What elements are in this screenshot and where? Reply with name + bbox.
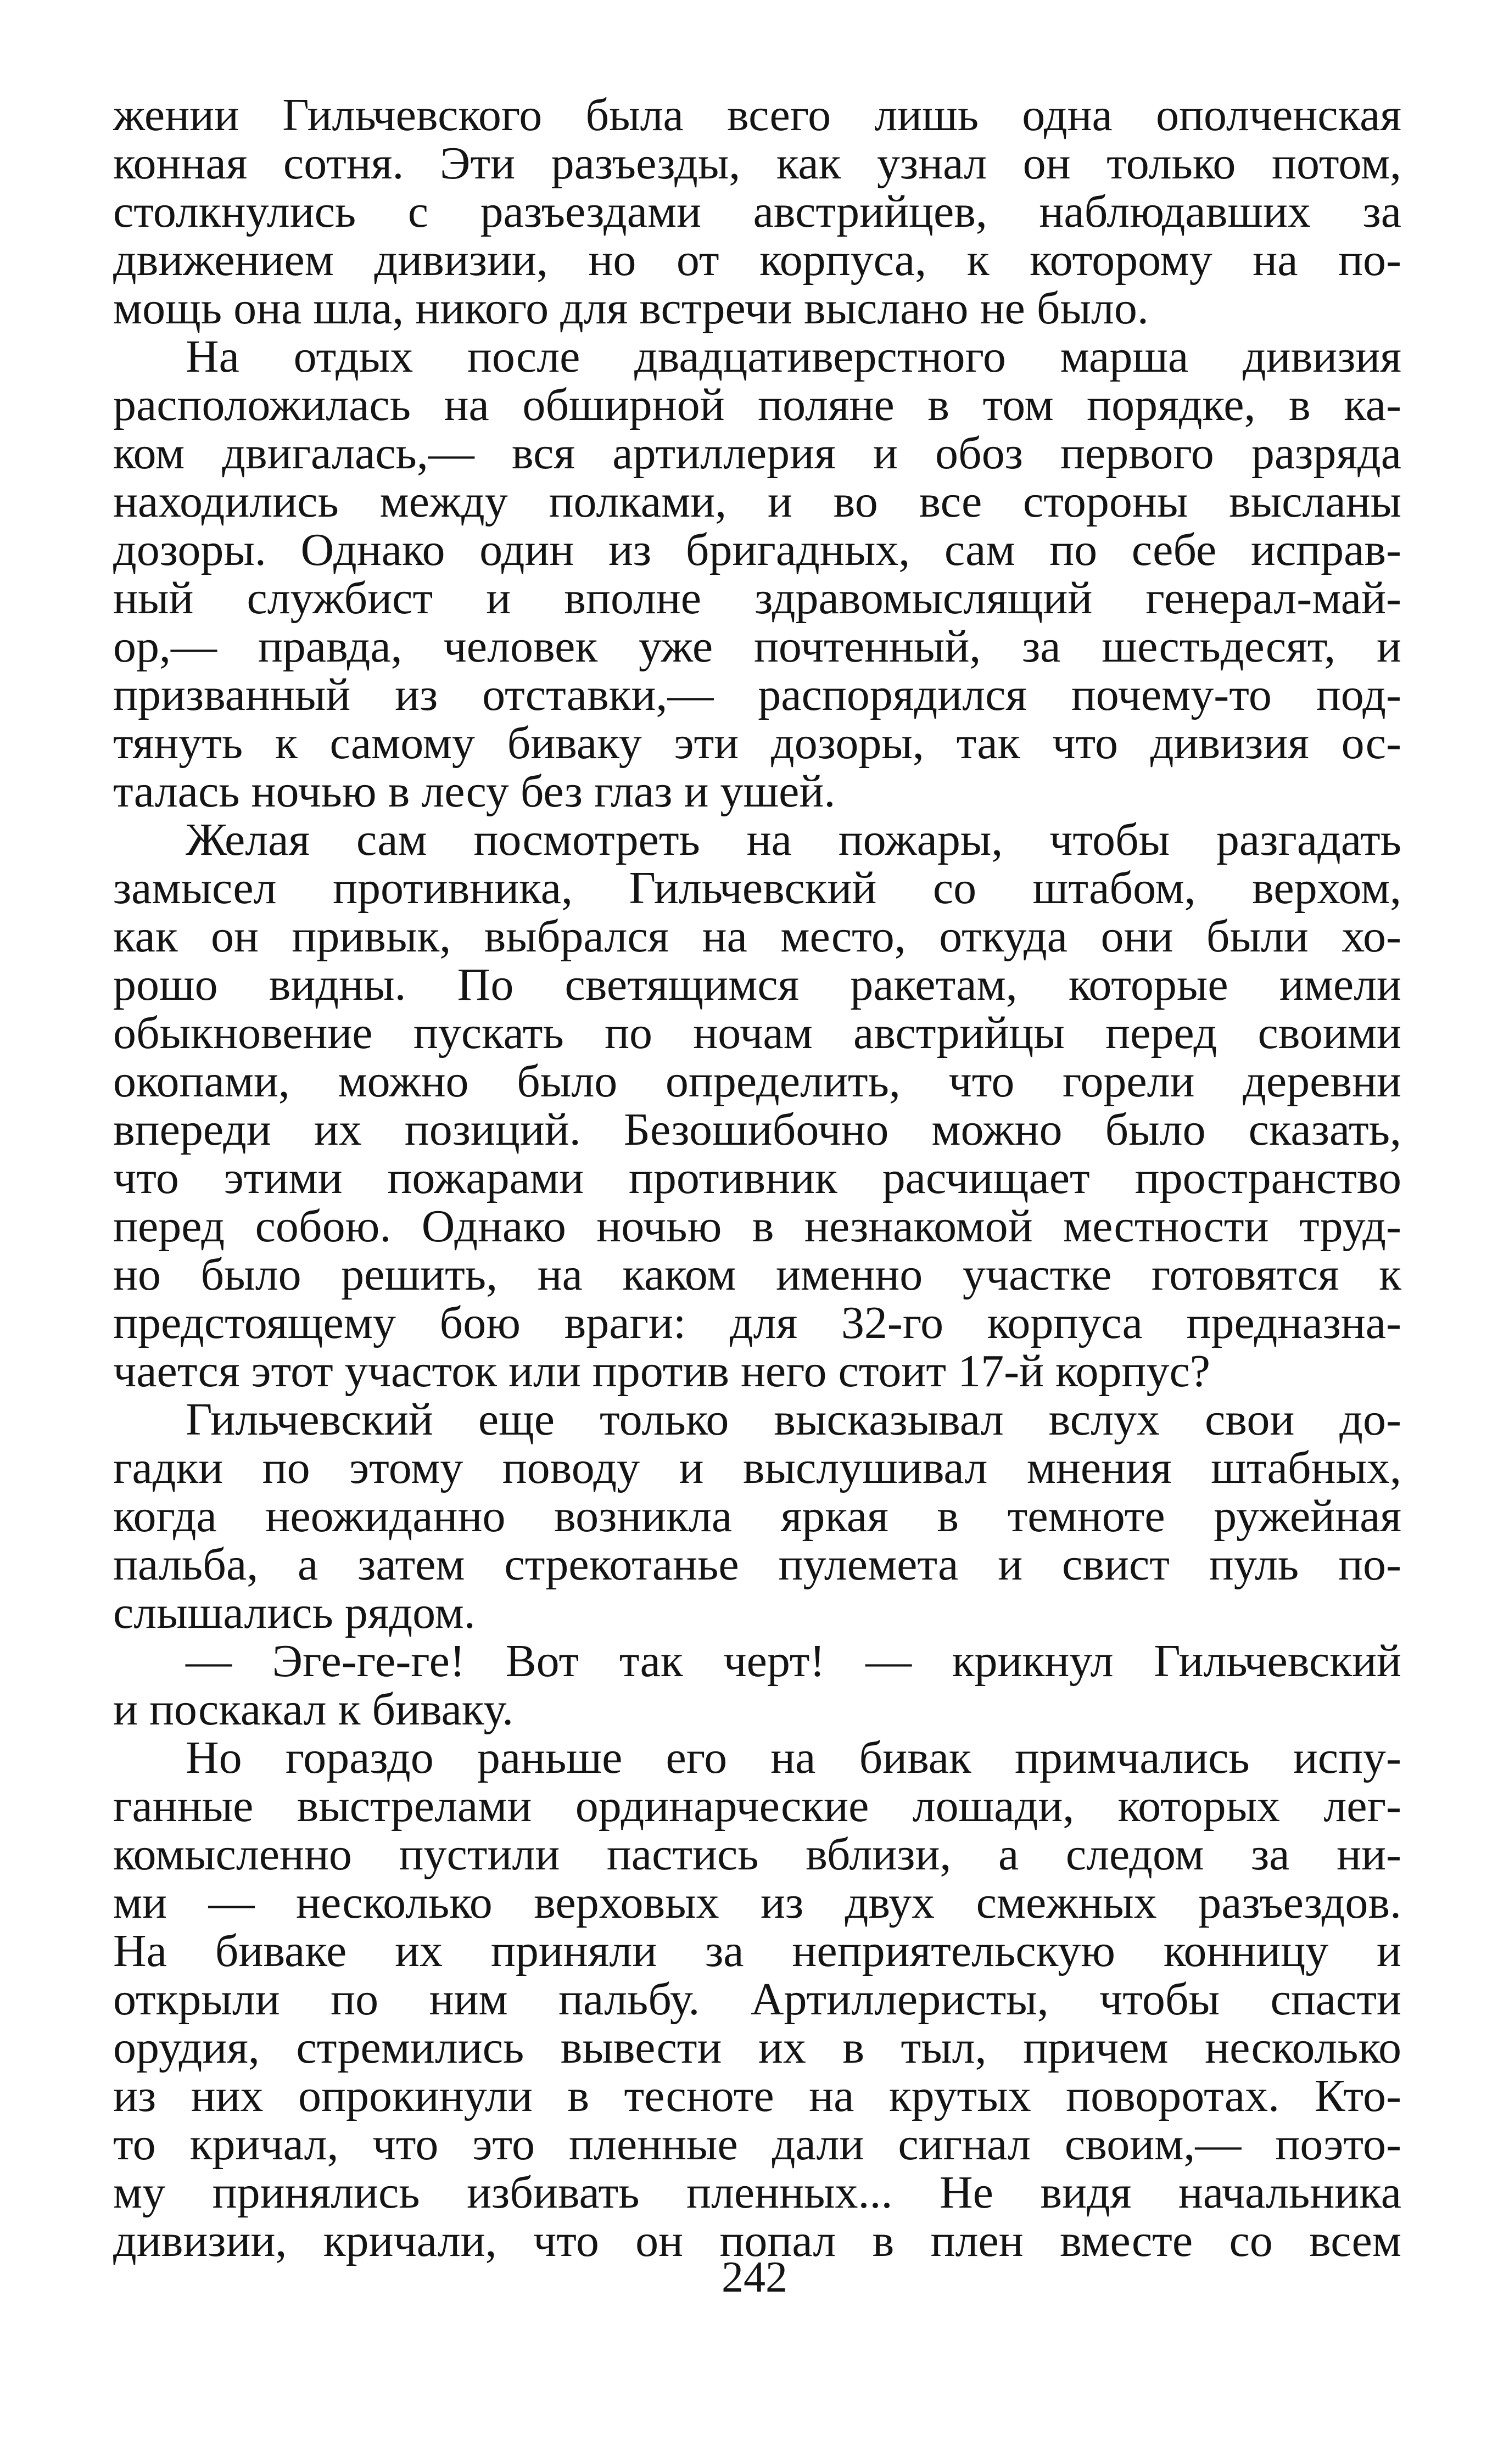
page-number: 242 — [722, 2253, 787, 2301]
text-line: окопами, можно было определить, что горели деревни — [113, 1056, 1401, 1107]
text-line: чается этот участок или против него стоит 17-й корпус? — [113, 1346, 1211, 1397]
text-line: замысел противника, Гильчевский со штабом, верхом, — [113, 863, 1401, 914]
text-line: но было решить, на каком именно участке готовятся к — [113, 1249, 1401, 1300]
paragraph-first-line: На отдых после двадцативерстного марша дивизия — [186, 331, 1401, 382]
text-line: ор,— правда, человек уже почтенный, за шестьдесят, и — [113, 621, 1401, 672]
text-line: ганные выстрелами ординарческие лошади, которых лег- — [113, 1780, 1401, 1832]
text-line: комысленно пустили пастись вблизи, а следом за ни- — [113, 1829, 1401, 1880]
text-line: из них опрокинули в тесноте на крутых поворотах. Кто- — [113, 2070, 1401, 2121]
text-line: перед собою. Однако ночью в незнакомой местности труд- — [113, 1201, 1401, 1252]
text-line: расположилась на обширной поляне в том порядке, в ка- — [113, 379, 1401, 430]
text-line: ми — несколько верховых из двух смежных разъездов. — [113, 1877, 1401, 1928]
text-line: когда неожиданно возникла яркая в темноте ружейная — [113, 1491, 1401, 1542]
text-line: обыкновение пускать по ночам австрийцы перед своими — [113, 1007, 1401, 1059]
text-line: рошо видны. По светящимся ракетам, которые имели — [113, 959, 1401, 1010]
text-line: ный службист и вполне здравомыслящий генерал-май- — [113, 573, 1401, 624]
text-line: предстоящему бою враги: для 32-го корпуса предназна- — [113, 1297, 1401, 1348]
text-line: му принялись избивать пленных... Не видя начальника — [113, 2167, 1401, 2218]
text-line: движением дивизии, но от корпуса, к которому на по- — [113, 234, 1401, 285]
text-line: дивизии, кричали, что он попал в плен вместе со всем — [113, 2215, 1401, 2266]
text-line: орудия, стремились вывести их в тыл, причем несколько — [113, 2022, 1401, 2073]
text-line: то кричал, что это пленные дали сигнал своим,— поэто- — [113, 2119, 1401, 2170]
body-text — [113, 91, 1401, 2265]
text-line: тянуть к самому биваку эти дозоры, так что дивизия ос- — [113, 718, 1401, 769]
text-line: и поскакал к биваку. — [113, 1684, 514, 1735]
text-line: жении Гильчевского была всего лишь одна ополченская — [113, 89, 1401, 141]
paragraph-first-line: Желая сам посмотреть на пожары, чтобы разгадать — [186, 814, 1401, 865]
text-line: слышались рядом. — [113, 1587, 476, 1638]
text-line: ком двигалась,— вся артиллерия и обоз первого разряда — [113, 428, 1401, 479]
text-line: дозоры. Однако один из бригадных, сам по себе исправ- — [113, 524, 1401, 575]
text-line: столкнулись с разъездами австрийцев, наблюдавших за — [113, 186, 1401, 237]
paragraph-first-line: Но гораздо раньше его на бивак примчались испу- — [186, 1732, 1401, 1783]
text-line: что этими пожарами противник расчищает пространство — [113, 1152, 1401, 1203]
dialogue-line: — Эге-ге-ге! Вот так черт! — крикнул Гильчевский — [186, 1636, 1401, 1687]
text-line: открыли по ним пальбу. Артиллеристы, чтобы спасти — [113, 1974, 1401, 2025]
text-line: гадки по этому поводу и выслушивал мнения штабных, — [113, 1442, 1401, 1493]
text-line: талась ночью в лесу без глаз и ушей. — [113, 766, 836, 817]
text-line: находились между полками, и во все стороны высланы — [113, 476, 1401, 527]
paragraph-first-line: Гильчевский еще только высказывал вслух свои до- — [186, 1394, 1401, 1445]
text-line: как он привык, выбрался на место, откуда они были хо- — [113, 911, 1401, 962]
text-line: мощь она шла, никого для встречи выслано не было. — [113, 283, 1149, 334]
text-line: На биваке их приняли за неприятельскую конницу и — [113, 1925, 1401, 1976]
text-line: впереди их позиций. Безошибочно можно было сказать, — [113, 1104, 1401, 1155]
text-line: призванный из отставки,— распорядился почему-то под- — [113, 669, 1401, 720]
text-line: пальба, а затем стрекотанье пулемета и свист пуль по- — [113, 1539, 1401, 1590]
text-line: конная сотня. Эти разъезды, как узнал он только потом, — [113, 138, 1401, 189]
